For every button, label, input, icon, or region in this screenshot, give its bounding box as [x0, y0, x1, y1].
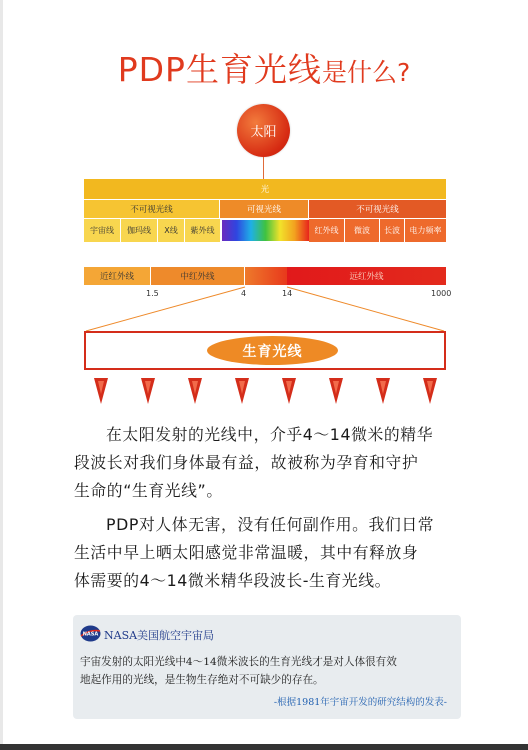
nasa-logo-icon	[80, 625, 101, 642]
ir-segment-far	[287, 267, 446, 285]
spectrum-cell-uv	[185, 219, 221, 242]
paragraph-2	[74, 511, 466, 595]
down-arrow-icon	[282, 378, 296, 404]
paragraph-line: PDP对人体无害，没有任何副作用。我们日常	[106, 515, 435, 534]
spectrum-group-visible	[220, 200, 309, 218]
down-arrow-icon	[235, 378, 249, 404]
ir-segment-mid	[151, 267, 245, 285]
nasa-source: -根据1981年宇宙开发的研究结构的发表-	[273, 697, 447, 708]
tick-14: 14	[282, 289, 293, 298]
paragraph-line: 在太阳发射的光线中，介乎4～14微米的精华	[106, 425, 434, 444]
cell-label: 电力频率	[409, 226, 442, 235]
down-arrow-icon	[94, 378, 108, 404]
funnel-lines	[0, 285, 528, 335]
spectrum-cell-cosmic	[84, 219, 121, 242]
cell-label: 紫外线	[190, 226, 215, 235]
ir-segment-growth	[245, 267, 287, 285]
group-label: 可视光线	[246, 205, 281, 215]
nasa-label: NASA美国航空宇宙局	[104, 629, 215, 642]
spectrum-cell-xray	[158, 219, 185, 242]
tick-4: 4	[241, 289, 247, 298]
ir-segment-near	[84, 267, 151, 285]
growth-light-pill	[207, 336, 338, 365]
spectrum-light-bar	[84, 179, 446, 199]
page-title	[0, 44, 528, 91]
group-label: 不可视光线	[130, 205, 173, 215]
page-bottom-edge	[0, 744, 528, 750]
down-arrow-icon	[188, 378, 202, 404]
nasa-quote-text	[80, 653, 458, 689]
paragraph-line: 生活中早上晒太阳感觉非常温暖，其中有释放身	[74, 543, 419, 562]
paragraph-line: 生命的“生育光线”。	[74, 481, 223, 500]
ir-label: 近红外线	[99, 272, 134, 282]
sun-label: 太阳	[250, 125, 277, 140]
spectrum-cell-gamma	[121, 219, 158, 242]
sun-icon	[237, 104, 290, 157]
cell-label: 伽玛线	[127, 226, 151, 235]
spectrum-cell-infrared	[309, 219, 345, 242]
down-arrow-icon	[141, 378, 155, 404]
spectrum-group-invisible-left	[84, 200, 220, 218]
group-label: 不可视光线	[356, 205, 399, 215]
nasa-logo-text: NASA	[82, 631, 99, 638]
spectrum-cell-longwave	[380, 219, 405, 242]
cell-label: 微波	[354, 226, 370, 235]
cell-label: 长波	[384, 226, 400, 235]
page-left-edge	[0, 0, 3, 750]
growth-light-label: 生育光线	[242, 343, 303, 360]
tick-1-5: 1.5	[146, 289, 159, 298]
title-main: PDP生育光线	[117, 50, 322, 89]
cell-label: 红外线	[314, 226, 339, 235]
spectrum-cell-power	[405, 219, 446, 242]
sun-connector-line	[263, 157, 264, 179]
paragraph-1	[74, 421, 466, 505]
ir-label: 远红外线	[349, 272, 384, 282]
spectrum-group-invisible-right	[309, 200, 446, 218]
tick-1000: 1000	[431, 289, 452, 298]
funnel-right-line	[287, 287, 444, 331]
funnel-left-line	[86, 287, 245, 331]
cell-label: 宇宙线	[90, 226, 114, 235]
ir-label: 中红外线	[180, 272, 215, 282]
title-suffix: 是什么?	[321, 58, 411, 87]
spectrum-cell-microwave	[345, 219, 380, 242]
visible-light-rainbow	[222, 220, 309, 241]
down-arrow-icon	[376, 378, 390, 404]
nasa-quote-line: 宇宙发射的太阳光线中4～14微米波长的生育光线才是对人体很有效	[80, 656, 397, 668]
paragraph-line: 体需要的4～14微米精华段波长-生育光线。	[74, 571, 391, 590]
down-arrow-icon	[329, 378, 343, 404]
spectrum-light-label: 光	[260, 185, 270, 195]
nasa-quote-line: 地起作用的光线，是生物生存绝对不可缺少的存在。	[80, 674, 324, 686]
down-arrow-icon	[423, 378, 437, 404]
paragraph-line: 段波长对我们身体最有益，故被称为孕育和守护	[74, 453, 419, 472]
cell-label: X线	[164, 226, 178, 235]
